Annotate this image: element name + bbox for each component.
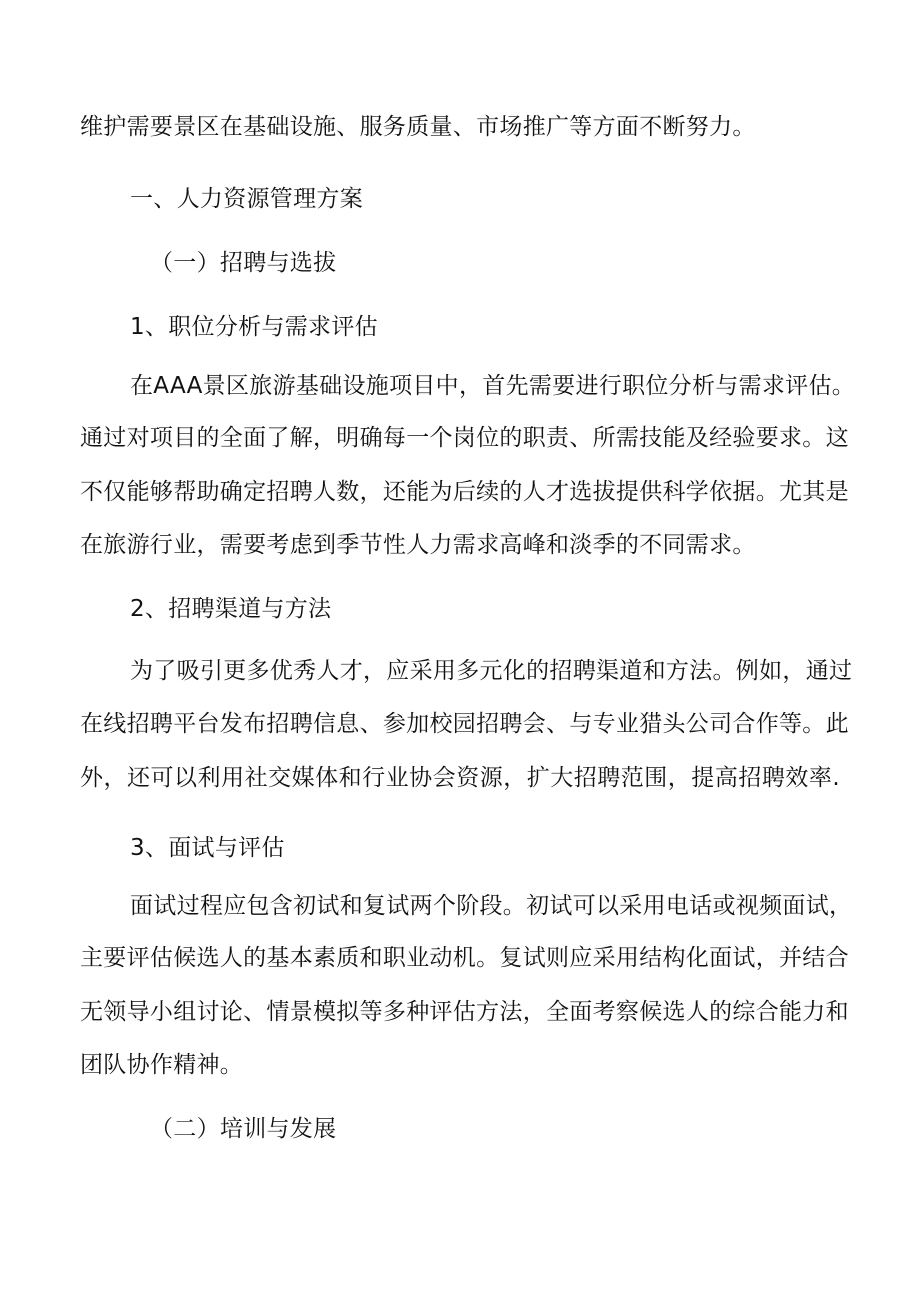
paragraph-line: 不仅能够帮助确定招聘人数，还能为后续的人才选拔提供科学依据。尤其是 xyxy=(80,479,849,505)
subsection-heading-recruitment: （一）招聘与选拔 xyxy=(150,250,337,276)
item-heading-job-analysis: 1、职位分析与需求评估 xyxy=(130,314,378,340)
paragraph-line: 在旅游行业，需要考虑到季节性人力需求高峰和淡季的不同需求。 xyxy=(80,532,756,558)
paragraph-line: 团队协作精神。 xyxy=(80,1052,244,1078)
subsection-heading-training: （二）培训与发展 xyxy=(150,1116,337,1142)
paragraph-line: 为了吸引更多优秀人才，应采用多元化的招聘渠道和方法。例如，通过 xyxy=(130,658,853,684)
item-heading-interview: 3、面试与评估 xyxy=(130,835,285,861)
item-heading-recruitment-channels: 2、招聘渠道与方法 xyxy=(130,596,332,622)
paragraph-line: 通过对项目的全面了解，明确每一个岗位的职责、所需技能及经验要求。这 xyxy=(80,425,849,451)
paragraph-line: 外，还可以利用社交媒体和行业协会资源，扩大招聘范围，提高招聘效率. xyxy=(80,765,840,791)
paragraph-line: 在AAA景区旅游基础设施项目中，首先需要进行职位分析与需求评估。 xyxy=(130,373,856,399)
section-heading-hr-plan: 一、人力资源管理方案 xyxy=(130,186,363,212)
paragraph-line: 主要评估候选人的基本素质和职业动机。复试则应采用结构化面试，并结合 xyxy=(80,945,849,971)
paragraph-line: 在线招聘平台发布招聘信息、参加校园招聘会、与专业猎头公司合作等。此 xyxy=(80,711,849,737)
continuation-paragraph: 维护需要景区在基础设施、服务质量、市场推广等方面不断努力。 xyxy=(80,114,756,140)
paragraph-line: 面试过程应包含初试和复试两个阶段。初试可以采用电话或视频面试， xyxy=(130,893,853,919)
paragraph-line: 无领导小组讨论、情景模拟等多种评估方法，全面考察候选人的综合能力和 xyxy=(80,999,849,1025)
